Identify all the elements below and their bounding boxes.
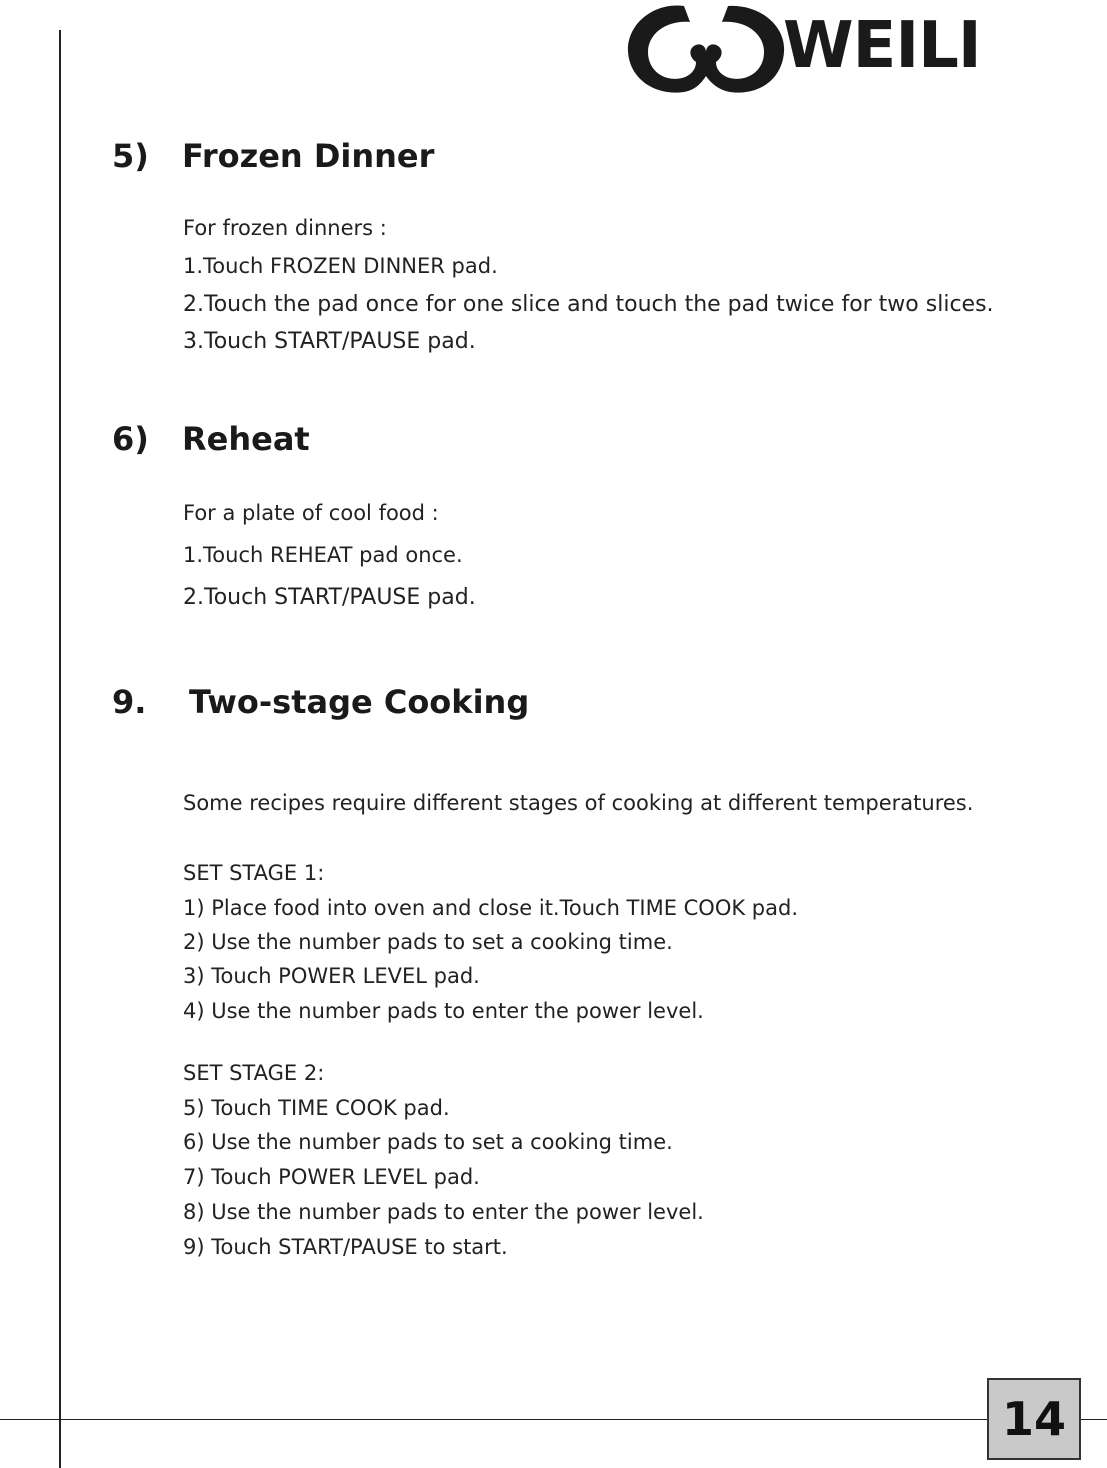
- stage-label: SET STAGE 2:: [183, 1061, 325, 1085]
- section-title: Two-stage Cooking: [189, 683, 530, 721]
- section-title: Reheat: [182, 420, 310, 458]
- step-item: 4) Use the number pads to enter the power level.: [183, 999, 704, 1023]
- step-item: 1.Touch REHEAT pad once.: [183, 543, 463, 567]
- section-title: Frozen Dinner: [182, 137, 435, 175]
- page-number: 14: [1001, 1392, 1066, 1446]
- step-item: 5) Touch TIME COOK pad.: [183, 1096, 450, 1120]
- step-item: 1) Place food into oven and close it.Touch TIME COOK pad.: [183, 896, 799, 920]
- left-margin-rule: [59, 30, 61, 1468]
- step-item: 2.Touch START/PAUSE pad.: [183, 585, 476, 610]
- step-item: 9) Touch START/PAUSE to start.: [183, 1235, 508, 1259]
- bottom-rule: [0, 1419, 1107, 1420]
- section-number: 6): [112, 420, 149, 458]
- step-item: 3) Touch POWER LEVEL pad.: [183, 964, 480, 988]
- step-item: 1.Touch FROZEN DINNER pad.: [183, 254, 498, 278]
- page-number-box: [987, 1378, 1081, 1460]
- body-text: Some recipes require different stages of cooking at different temperatures.: [183, 791, 974, 815]
- section-number: 9.: [112, 683, 147, 721]
- body-text: For frozen dinners :: [183, 216, 387, 240]
- section-number: 5): [112, 137, 149, 175]
- stage-label: SET STAGE 1:: [183, 861, 325, 885]
- step-item: 2.Touch the pad once for one slice and touch the pad twice for two slices.: [183, 292, 994, 317]
- step-item: 6) Use the number pads to set a cooking time.: [183, 1130, 673, 1154]
- step-item: 3.Touch START/PAUSE pad.: [183, 329, 476, 354]
- step-item: 2) Use the number pads to set a cooking time.: [183, 930, 673, 954]
- step-item: 7) Touch POWER LEVEL pad.: [183, 1165, 480, 1189]
- step-item: 8) Use the number pads to enter the power level.: [183, 1200, 704, 1224]
- brand-name: WEILI: [783, 9, 981, 83]
- body-text: For a plate of cool food :: [183, 501, 439, 525]
